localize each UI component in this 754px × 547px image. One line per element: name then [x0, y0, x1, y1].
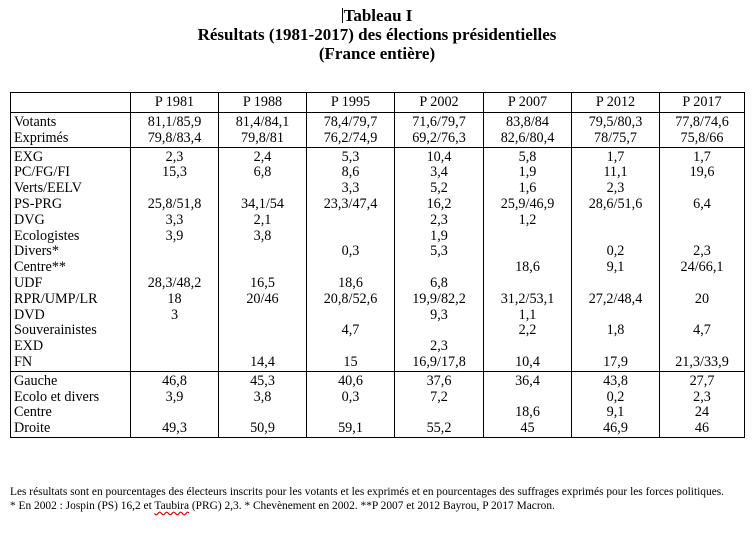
results-table [10, 92, 745, 438]
table-cell: 11,1 [572, 165, 660, 181]
table-title [0, 6, 754, 25]
table-cell [660, 181, 745, 197]
table-cell [484, 339, 572, 355]
table-cell [660, 339, 745, 355]
row-label: Ecolo et divers [14, 389, 100, 405]
table-cell: 5,2 [395, 181, 484, 197]
table-title-block [0, 6, 754, 63]
table-cell: 59,1 [307, 421, 395, 437]
header-cell: P 1995 [307, 93, 395, 113]
table-cell: 2,1 [219, 213, 307, 229]
table-cell [307, 308, 395, 324]
header-cell: P 2002 [395, 93, 484, 113]
table-cell [572, 229, 660, 245]
table-cell: 10,4 [484, 355, 572, 371]
table-cell [660, 213, 745, 229]
table-cell [219, 405, 307, 421]
table-cell: 0,3 [307, 390, 395, 406]
table-cell: 2,3 [660, 390, 745, 406]
table-title-text: Tableau I [343, 6, 413, 25]
table-cell [484, 229, 572, 245]
table-cell [219, 323, 307, 339]
table-cell [131, 244, 219, 260]
table-cell: 3 [131, 308, 219, 324]
row-label: Divers* [14, 244, 59, 260]
table-cell: 45,3 [219, 371, 307, 389]
table-cell: 5,3 [307, 147, 395, 165]
row-label: UDF [14, 275, 43, 291]
table-cell: 8,6 [307, 165, 395, 181]
header-cell-empty [11, 93, 131, 113]
table-cell: 24/66,1 [660, 260, 745, 276]
table-cell: 14,4 [219, 355, 307, 371]
footnote-details-b: (PRG) 2,3. * Chevènement en 2002. **P 2007 et 2012 Bayrou, P 2017 Macron. [189, 500, 555, 512]
table-row [11, 165, 745, 181]
table-cell [572, 213, 660, 229]
table-cell: 16,5 [219, 276, 307, 292]
table-cell: 6,4 [660, 197, 745, 213]
table-cell: 18,6 [484, 260, 572, 276]
table-cell: 78/75,7 [572, 131, 660, 147]
row-label: EXD [14, 339, 44, 355]
table-cell: 23,3/47,4 [307, 197, 395, 213]
table-cell: 27,7 [660, 371, 745, 389]
table-cell: 18,6 [307, 276, 395, 292]
row-label: Droite [11, 421, 131, 437]
table-cell [395, 323, 484, 339]
table-cell [307, 229, 395, 245]
footnotes [10, 485, 750, 513]
row-label: Votants [14, 114, 57, 130]
table-cell [131, 323, 219, 339]
table-cell: 2,3 [395, 213, 484, 229]
table-cell: 76,2/74,9 [307, 131, 395, 147]
table-cell: 82,6/80,4 [484, 131, 572, 147]
footnote-details [10, 499, 750, 513]
table-cell: 1,2 [484, 213, 572, 229]
table-cell: 9,1 [572, 405, 660, 421]
table-cell [572, 339, 660, 355]
table-cell [395, 260, 484, 276]
table-subtitle: Résultats (1981-2017) des élections présidentielles [197, 25, 557, 44]
row-label: Verts/EELV [14, 181, 83, 197]
table-cell: 3,9 [131, 229, 219, 245]
header-cell: P 2017 [660, 93, 745, 113]
table-row [11, 229, 745, 245]
row-label: Centre** [14, 260, 67, 276]
table-cell: 25,9/46,9 [484, 197, 572, 213]
table-cell [660, 229, 745, 245]
row-label: Gauche [14, 372, 58, 389]
table-cell: 1,8 [572, 323, 660, 339]
table-cell: 1,7 [660, 147, 745, 165]
table-row [11, 323, 745, 339]
table-cell: 20/46 [219, 292, 307, 308]
table-cell: 69,2/76,3 [395, 131, 484, 147]
table-cell: 20,8/52,6 [307, 292, 395, 308]
table-row [11, 181, 745, 197]
row-label: PC/FG/FI [14, 165, 70, 181]
table-cell: 15 [307, 355, 395, 371]
table-cell: 6,8 [395, 276, 484, 292]
table-cell [131, 405, 219, 421]
table-cell [307, 405, 395, 421]
table-cell: 81,1/85,9 [131, 113, 219, 131]
table-cell [484, 244, 572, 260]
table-cell: 19,9/82,2 [395, 292, 484, 308]
table-cell [219, 260, 307, 276]
table-cell: 34,1/54 [219, 197, 307, 213]
table-cell: 2,2 [484, 323, 572, 339]
table-cell: 25,8/51,8 [131, 197, 219, 213]
row-label: RPR/UMP/LR [14, 291, 98, 307]
table-cell: 0,2 [572, 390, 660, 406]
table-cell: 36,4 [484, 371, 572, 389]
table-cell: 19,6 [660, 165, 745, 181]
table-cell: 46,8 [131, 371, 219, 389]
table-cell: 3,8 [219, 229, 307, 245]
table-cell: 79,8/81 [219, 131, 307, 147]
table-cell: 3,9 [131, 390, 219, 406]
row-label: Exprimés [11, 131, 131, 147]
table-cell: 0,2 [572, 244, 660, 260]
table-cell: 79,5/80,3 [572, 113, 660, 131]
table-scope: (France entière) [318, 44, 436, 63]
table-cell: 28,6/51,6 [572, 197, 660, 213]
row-label: DVD [14, 307, 45, 323]
row-label: Centre [14, 405, 52, 421]
table-cell [131, 355, 219, 371]
table-cell: 3,3 [131, 213, 219, 229]
table-row [11, 421, 745, 437]
table-row [11, 308, 745, 324]
table-cell: 28,3/48,2 [131, 276, 219, 292]
header-cell: P 2007 [484, 93, 572, 113]
table-cell: 15,3 [131, 165, 219, 181]
table-cell [307, 339, 395, 355]
table-row [11, 390, 745, 406]
table-cell [307, 260, 395, 276]
table-cell: 7,2 [395, 390, 484, 406]
table-cell: 1,9 [395, 229, 484, 245]
table-row [11, 113, 745, 131]
table-row [11, 197, 745, 213]
table-cell: 49,3 [131, 421, 219, 437]
table-cell: 9,1 [572, 260, 660, 276]
table-cell: 50,9 [219, 421, 307, 437]
table-cell: 4,7 [307, 323, 395, 339]
table-cell: 3,4 [395, 165, 484, 181]
header-cell: P 2012 [572, 93, 660, 113]
table-cell: 79,8/83,4 [131, 131, 219, 147]
table-cell: 0,3 [307, 244, 395, 260]
table-row [11, 147, 745, 165]
table-cell [572, 308, 660, 324]
table-cell: 1,7 [572, 147, 660, 165]
table-cell: 46,9 [572, 421, 660, 437]
table-row [11, 260, 745, 276]
table-row [11, 355, 745, 371]
table-cell: 18 [131, 292, 219, 308]
table-cell: 18,6 [484, 405, 572, 421]
table-row [11, 339, 745, 355]
table-cell: 5,3 [395, 244, 484, 260]
table-body [11, 113, 745, 438]
table-cell: 40,6 [307, 371, 395, 389]
table-cell: 1,1 [484, 308, 572, 324]
table-cell: 16,2 [395, 197, 484, 213]
table-cell: 17,9 [572, 355, 660, 371]
table-cell: 24 [660, 405, 745, 421]
table-row [11, 244, 745, 260]
table-cell: 45 [484, 421, 572, 437]
table-cell [131, 181, 219, 197]
table-cell: 43,8 [572, 371, 660, 389]
row-label: Ecologistes [14, 228, 80, 244]
row-label: FN [11, 355, 131, 371]
table-cell: 5,8 [484, 147, 572, 165]
table-cell [307, 213, 395, 229]
table-row [11, 131, 745, 147]
footnote-details-a: * En 2002 : Jospin (PS) 16,2 et [10, 500, 155, 512]
table-cell [219, 339, 307, 355]
table-cell [219, 181, 307, 197]
table-cell: 2,3 [660, 244, 745, 260]
table-cell: 83,8/84 [484, 113, 572, 131]
table-cell: 77,8/74,6 [660, 113, 745, 131]
table-row [11, 276, 745, 292]
table-row [11, 292, 745, 308]
footnote-main: Les résultats sont en pourcentages des électeurs inscrits pour les votants et les exprimés et en pourcentages des suffrages exprimés pour les forces politiques. [10, 486, 725, 498]
table-row [11, 213, 745, 229]
table-cell: 1,6 [484, 181, 572, 197]
table-cell [219, 244, 307, 260]
table-cell: 78,4/79,7 [307, 113, 395, 131]
table-cell: 71,6/79,7 [395, 113, 484, 131]
table-cell: 20 [660, 292, 745, 308]
table-cell: 2,3 [572, 181, 660, 197]
table-cell [131, 260, 219, 276]
table-cell [131, 339, 219, 355]
row-label: EXG [14, 148, 44, 165]
table-cell: 6,8 [219, 165, 307, 181]
table-cell [395, 405, 484, 421]
table-cell: 2,4 [219, 147, 307, 165]
table-cell: 46 [660, 421, 745, 437]
table-cell: 81,4/84,1 [219, 113, 307, 131]
row-label: PS-PRG [14, 196, 63, 212]
table-cell: 2,3 [131, 147, 219, 165]
table-cell: 3,3 [307, 181, 395, 197]
text-cursor [342, 8, 343, 23]
table-cell: 2,3 [395, 339, 484, 355]
table-cell: 21,3/33,9 [660, 355, 745, 371]
table-cell: 16,9/17,8 [395, 355, 484, 371]
table-cell: 1,9 [484, 165, 572, 181]
row-label: Souverainistes [14, 323, 97, 339]
footnote-taubira: Taubira [154, 500, 190, 512]
table-cell [572, 276, 660, 292]
row-label: DVG [14, 212, 45, 228]
table-cell: 37,6 [395, 371, 484, 389]
table-cell: 31,2/53,1 [484, 292, 572, 308]
table-cell [484, 276, 572, 292]
table-cell [660, 276, 745, 292]
header-cell: P 1988 [219, 93, 307, 113]
header-cell: P 1981 [131, 93, 219, 113]
table-cell: 55,2 [395, 421, 484, 437]
table-cell: 4,7 [660, 323, 745, 339]
table-row [11, 405, 745, 421]
header-row [11, 93, 745, 113]
table-cell [219, 308, 307, 324]
table-cell: 75,8/66 [660, 131, 745, 147]
table-cell: 27,2/48,4 [572, 292, 660, 308]
table-cell: 10,4 [395, 147, 484, 165]
table-cell: 9,3 [395, 308, 484, 324]
table-cell: 3,8 [219, 390, 307, 406]
table-row [11, 371, 745, 389]
table-cell [484, 390, 572, 406]
table-cell [660, 308, 745, 324]
